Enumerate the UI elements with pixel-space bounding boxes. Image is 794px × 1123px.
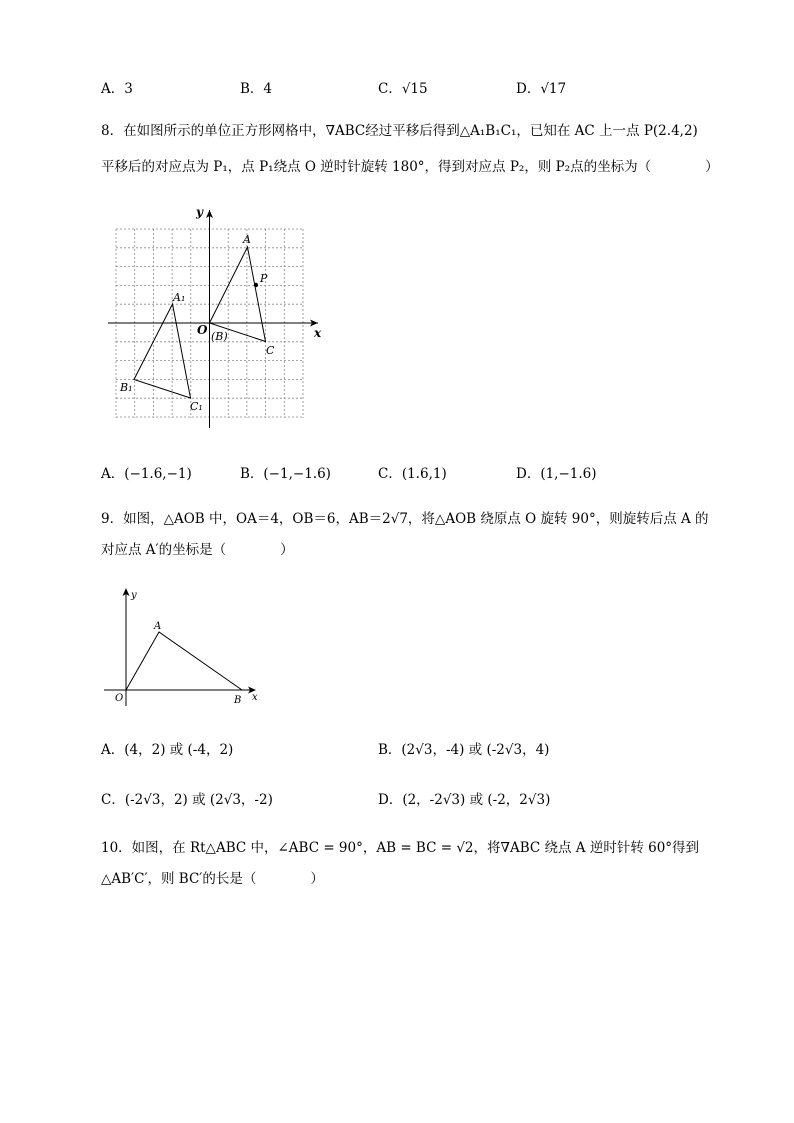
q9-option-d[interactable]: D．(2，-2√3) 或 (-2，2√3)	[378, 792, 551, 808]
q8-stem-line1: 8．在如图所示的单位正方形网格中，∇ABC经过平移后得到△A₁B₁C₁，已知在 AC 上一点 P(2.4,2)	[101, 123, 698, 139]
q9-stem-line1: 9．如图，△AOB 中，OA＝4，OB＝6，AB＝2√7，将△AOB 绕原点 O 旋转 90°，则旋转后点 A 的	[101, 511, 709, 527]
q8-option-c[interactable]: C．(1.6,1)	[378, 466, 447, 482]
q7-option-d[interactable]: D．√17	[516, 81, 567, 97]
q10-stem-line1: 10．如图，在 Rt△ABC 中，∠ABC = 90°，AB = BC = √2，将∇ABC 绕点 A 逆时针转 60°得到	[101, 840, 700, 856]
label-o: O	[115, 693, 124, 704]
label-b1: B₁	[120, 381, 133, 394]
label-y: y	[131, 590, 137, 601]
q9-figure	[100, 582, 270, 708]
label-a: A	[154, 621, 162, 632]
q8-option-b[interactable]: B．(−1,−1.6)	[240, 466, 331, 482]
q10-stem-line2: △AB′C′，则 BC′的长是（ ）	[101, 871, 324, 887]
label-c: C	[266, 344, 275, 357]
label-b: (B)	[211, 330, 228, 343]
triangle-aob	[126, 632, 242, 690]
label-x: x	[314, 326, 322, 340]
q8-grid-figure	[105, 200, 335, 432]
q7-option-c[interactable]: C．√15	[378, 81, 428, 97]
q9-option-c[interactable]: C．(-2√3，2) 或 (2√3，-2)	[101, 792, 273, 808]
q7-option-b[interactable]: B．4	[240, 81, 273, 97]
triangle-abc	[210, 247, 266, 342]
triangle-a1b1c1	[134, 304, 191, 398]
label-a1: A₁	[173, 291, 186, 304]
q8-stem-line2: 平移后的对应点为 P₁，点 P₁绕点 O 逆时针旋转 180°，得到对应点 P₂，则 P₂点的坐标为（ ）	[101, 159, 719, 175]
point-p	[254, 283, 258, 287]
q7-option-a[interactable]: A．3	[101, 81, 133, 97]
label-o: O	[197, 323, 208, 337]
q9-option-a[interactable]: A．(4，2) 或 (-4，2)	[101, 742, 234, 758]
label-p: P	[260, 272, 268, 285]
label-c1: C₁	[190, 400, 203, 413]
label-b: B	[234, 695, 242, 706]
label-y: y	[196, 205, 203, 219]
label-x: x	[252, 692, 258, 703]
label-a: A	[243, 233, 251, 246]
q9-stem-line2: 对应点 A′的坐标是（ ）	[101, 542, 294, 558]
q8-option-a[interactable]: A．(−1.6,−1)	[101, 466, 192, 482]
q9-option-b[interactable]: B．(2√3，-4) 或 (-2√3，4)	[378, 742, 550, 758]
q8-option-d[interactable]: D．(1,−1.6)	[516, 466, 597, 482]
